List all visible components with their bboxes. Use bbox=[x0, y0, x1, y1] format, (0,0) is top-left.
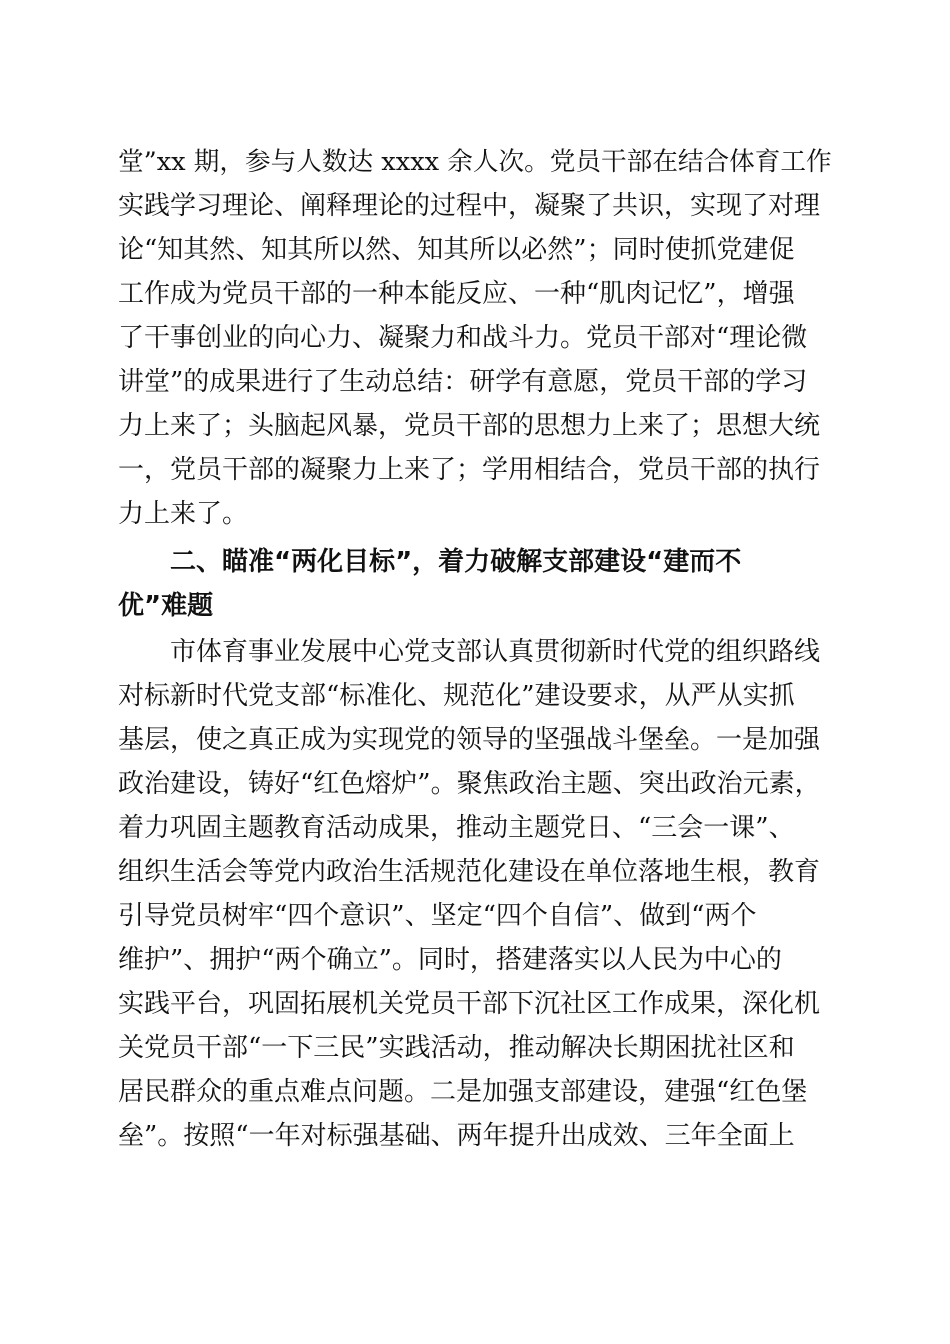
section-heading-line-2: 优”难题 bbox=[118, 591, 214, 621]
paragraph-1-line-3: 论“知其然、知其所以然、知其所以必然”；同时使抓党建促 bbox=[118, 235, 795, 265]
paragraph-1-line-1: 堂”xx 期，参与人数达 xxxx 余人次。党员干部在结合体育工作 bbox=[118, 147, 832, 177]
paragraph-1-line-5: 了干事创业的向心力、凝聚力和战斗力。党员干部对“理论微 bbox=[118, 323, 808, 353]
section-heading-line-1: 二、瞄准“两化目标”，着力破解支部建设“建而不 bbox=[170, 547, 742, 577]
paragraph-2-line-3: 基层，使之真正成为实现党的领导的坚强战斗堡垒。一是加强 bbox=[118, 725, 821, 755]
paragraph-2-line-4: 政治建设，铸好“红色熔炉”。聚焦政治主题、突出政治元素， bbox=[118, 769, 821, 799]
paragraph-1-line-8: 一，党员干部的凝聚力上来了；学用相结合，党员干部的执行 bbox=[118, 455, 821, 485]
paragraph-2-line-8: 维护”、拥护“两个确立”。同时，搭建落实以人民为中心的 bbox=[118, 945, 782, 975]
paragraph-2-line-11: 居民群众的重点难点问题。二是加强支部建设，建强“红色堡 bbox=[118, 1077, 808, 1107]
paragraph-2-line-7: 引导党员树牢“四个意识”、坚定“四个自信”、做到“两个 bbox=[118, 901, 757, 931]
paragraph-1-line-6: 讲堂”的成果进行了生动总结：研学有意愿，党员干部的学习 bbox=[118, 367, 808, 397]
paragraph-2-line-2: 对标新时代党支部“标准化、规范化”建设要求，从严从实抓 bbox=[118, 681, 795, 711]
paragraph-1-line-9: 力上来了。 bbox=[118, 499, 249, 529]
paragraph-1-line-2: 实践学习理论、阐释理论的过程中，凝聚了共识，实现了对理 bbox=[118, 191, 821, 221]
paragraph-1-line-7: 力上来了；头脑起风暴，党员干部的思想力上来了；思想大统 bbox=[118, 411, 821, 441]
paragraph-2-line-9: 实践平台，巩固拓展机关党员干部下沉社区工作成果，深化机 bbox=[118, 989, 821, 1019]
paragraph-2-line-5: 着力巩固主题教育活动成果，推动主题党日、“三会一课”、 bbox=[118, 813, 795, 843]
paragraph-2-line-12: 垒”。按照“一年对标强基础、两年提升出成效、三年全面上 bbox=[118, 1121, 795, 1151]
paragraph-1-line-4: 工作成为党员干部的一种本能反应、一种“肌肉记忆”，增强 bbox=[118, 279, 795, 309]
paragraph-2-line-10: 关党员干部“一下三民”实践活动，推动解决长期困扰社区和 bbox=[118, 1033, 795, 1063]
paragraph-2-line-1: 市体育事业发展中心党支部认真贯彻新时代党的组织路线 bbox=[170, 637, 821, 667]
paragraph-2-line-6: 组织生活会等党内政治生活规范化建设在单位落地生根，教育 bbox=[118, 857, 821, 887]
